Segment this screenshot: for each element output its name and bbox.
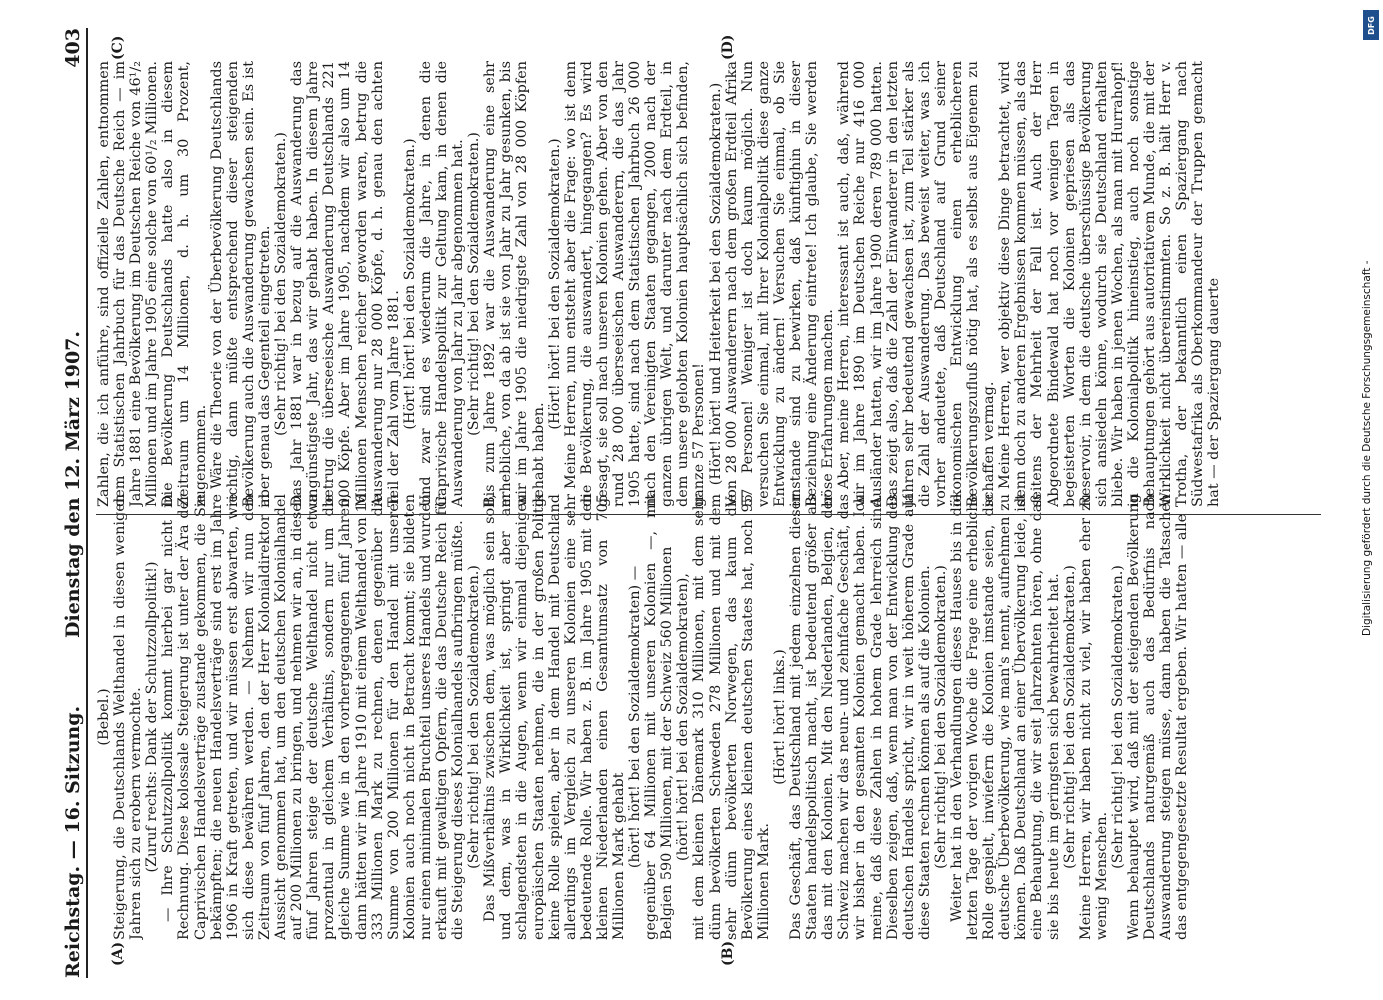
paragraph: gegenüber 64 Millionen mit unseren Kolonien —, mit Belgien 590 Millionen, mit der Schweiz 560 Millionen [643, 494, 676, 940]
interjection: (Sehr richtig! bei den Sozialdemokraten.) [273, 132, 290, 436]
margin-marker-d: (D) [720, 34, 736, 60]
paragraph: Das Mißverhältnis zwischen dem, was möglich sein soll, und dem, was in Wirklichkeit ist, springt aber am schlagendsten in die Augen, wenn wir einmal diejenigen europäischen Staaten nehmen, die in der großen Politik keine Rolle spielen, aber in dem Handel mit Deutschland allerdings im Vergleich zu unseren Kolonien eine sehr bedeutende Rolle. Wir haben z. B. im Jahre 1905 mit den kleinen Niederlanden einen Gesamtumsatz von 705 Millionen Mark gehabt [482, 494, 627, 940]
paragraph: Und zwar sind es wiederum die Jahre, in denen die Caprivische Handelspolitik zur Geltung kam, in denen die Auswanderung von Jahr zu Jahr abgenommen hat. [417, 61, 467, 507]
interjection: (Hört! hört! und Heiterkeit bei den Sozialdemokraten.) [707, 82, 724, 486]
interjection: (Sehr richtig! bei den Sozialdemokraten.) [932, 565, 949, 869]
interjection: (Zuruf rechts: Dank der Schutzzollpolitik!) [144, 561, 161, 873]
right-text-column [96, 61, 1321, 507]
interjection: (Sehr richtig! bei den Sozialdemokraten.) [466, 132, 483, 436]
paragraph: Meine Herren, wer objektiv diese Dinge betrachtet, wird denn doch zu anderen Ergebnissen kommen müssen, als das seitens der Mehrheit der Fall ist. Auch der Herr Abgeordnete Bindewald hat noch vor wenigen Tagen in begeisterten Worten die Kolonien gepriesen als das Reservoir, in dem die deutsche überschüssige Bevölkerung sich ansiedeln könne, wodurch sie Deutschland erhalten bliebe. Wir haben in jenen Wochen, als man mit Hurrahopf! in die Kolonialpolitik hineinstieg, auch noch sonstige Behauptungen gehört aus autoritativem Munde, die mit der Wirklichkeit nicht übereinstimmten. So z. B. hält Herr v. Trotha, der bekanntlich einen Spaziergang nach Südwestafrika als Oberkommandeur der Truppen gemacht hat — der Spaziergang dauerte [997, 61, 1223, 507]
paragraph: Bis zum Jahre 1892 war die Auswanderung eine sehr erhebliche, von da ab ist sie von Jahr zu Jahr gesunken, bis wir im Jahre 1905 die niedrigste Zahl von 28 000 Köpfen gehabt haben. [482, 61, 547, 507]
paragraph: Zahlen, die ich anführe, sind offizielle Zahlen, entnommen dem Statistischen Jahrbuch für das Deutsche Reich — im Jahre 1881 eine Bevölkerung im Deutschen Reiche von 46¹/₂ Millionen und im Jahre 1905 eine solche von 60¹/₂ Millionen. Die Bevölkerung Deutschlands hatte also in diesem Zeitraum um 14 Millionen, d. h. um 30 Prozent, zugenommen. [96, 61, 209, 507]
paragraph: Das Geschäft, das Deutschland mit jedem einzelnen dieser Staaten handelspolitisch macht, ist bedeutend größer als das mit den Kolonien. Mit den Niederlanden, Belgien, der Schweiz machen wir das neun- und zehnfache Geschäft, das wir bisher in den gesamten Kolonien gemacht haben. Ich meine, daß diese Zahlen in hohem Grade lehrreich sind. Dieselben zeigen, daß, wenn man von der Entwicklung des deutschen Handels spricht, wir in weit höherem Grade auf diese Staaten rechnen können als auf die Kolonien. [788, 494, 933, 940]
paragraph: — Ihre Schutzzollpolitik kommt hierbei gar nicht in Rechnung. Diese kolossale Steigerung ist unter der Ära der Caprivischen Handelsverträge zustande gekommen, die Sie bekämpften; die neuen Handelsverträge sind erst im Jahre 1906 in Kraft getreten, und wir müssen erst abwarten, wie sich diese bewähren werden. — Nehmen wir nun den Zeitraum von fünf Jahren, den der Herr Kolonialdirektor in Aussicht genommen hat, um den deutschen Kolonialhandel auf 200 Millionen zu bringen, und nehmen wir an, in diesen fünf Jahren steige der deutsche Welthandel nicht etwa prozentual in gleichem Verhältnis, sondern nur um die gleiche Summe wie in den vorhergegangenen fünf Jahren, dann hätten wir im Jahre 1910 mit einem Welthandel von 16 333 Millionen Mark zu rechnen, denen gegenüber die Summe von 200 Millionen für den Handel mit unseren Kolonien auch noch nicht in Betracht kommt; sie bildeten nur einen minimalen Bruchteil unseres Handels und wurden erkauft mit gewaltigen Opfern, die das Deutsche Reich für die Steigerung dieses Kolonialhandels aufbringen müßte. [160, 494, 467, 940]
margin-marker-b: (B) [720, 940, 736, 966]
page-number: 403 [62, 28, 84, 68]
interjection: (Hört! hört! bei den Sozialdemokraten.) [546, 138, 563, 430]
page-header [62, 28, 88, 978]
interjection: (Bebel.) [96, 688, 112, 746]
dfg-logo [1363, 10, 1379, 40]
interjection: (Sehr richtig! bei den Sozialdemokraten.) [1061, 565, 1078, 869]
interjection: (Sehr richtig! bei den Sozialdemokraten.) [466, 565, 483, 869]
paragraph: Weiter hat in den Verhandlungen dieses Hauses bis in die letzten Tage der vorigen Woche die Frage eine erhebliche Rolle gespielt, inwiefern die Kolonien imstande seien, die deutsche Überbevölkerung, wie man's nennt, aufnehmen zu können. Daß Deutschland an einer Übervölkerung leide, ist eine Behauptung, die wir seit Jahrzehnten hören, ohne daß sie bis heute im geringsten sich bewahrheitet hat. [948, 494, 1062, 940]
margin-marker-c: (C) [110, 35, 126, 60]
paragraph: Steigerung, die Deutschlands Welthandel in diesen wenigen Jahren sich zu erobern vermochte. [112, 494, 145, 940]
dfg-logo-text: DFG [1366, 15, 1376, 35]
paragraph: Meine Herren, wir haben nicht zu viel, wir haben eher zu wenig Menschen. [1077, 494, 1110, 940]
interjection: (Hört! hört! links.) [771, 649, 788, 785]
paragraph: Das Jahr 1881 war in bezug auf die Auswanderung das ungünstigste Jahr, das wir gehabt haben. In diesem Jahre betrug die überseeische Auswanderung Deutschlands 221 000 Köpfe. Aber im Jahre 1905, nachdem wir also um 14 Millionen Menschen reicher geworden waren, betrug die Auswanderung nur 28 000 Köpfe, d. h. genau den achten Teil der Zahl vom Jahre 1881. [289, 61, 402, 507]
left-text-column [96, 494, 1321, 940]
header-session: Reichstag. — 16. Sitzung. [62, 705, 84, 978]
interjection: (hört! hört! bei den Sozialdemokraten), [675, 573, 692, 861]
paragraph: Aber, meine Herren, interessant ist auch, daß, während wir im Jahre 1890 im Deutschen Reiche nur 416 000 Ausländer hatten, wir im Jahre 1900 deren 789 000 hatten. Das zeigt also, daß die Zahl der Einwanderer in den letzten Jahren sehr bedeutend gewachsen ist, zum Teil stärker als die Zahl der Auswanderung. Das beweist weiter, was ich vorher andeutete, daß Deutschland auf Grund seiner ökonomischen Entwicklung einen erheblicheren Bevölkerungszufluß nötig hat, als es selbst aus Eigenem zu schaffen vermag. [836, 61, 998, 507]
header-date: Dienstag den 12. März 1907. [62, 330, 84, 638]
paragraph: Wäre die Theorie von der Überbevölkerung Deutschlands richtig, dann müßte entsprechend dieser steigenden Bevölkerung auch die Auswanderung gewachsen sein. Es ist aber genau das Gegenteil eingetreten. [208, 61, 273, 507]
paragraph: Von 28 000 Auswanderern nach dem großen Erdteil Afrika 57 Personen! Weniger ist doch kaum möglich. Nun versuchen Sie einmal, mit Ihrer Kolonialpolitik diese ganze Entwicklung zu ändern! Versuchen Sie einmal, ob Sie imstande sind zu bewirken, daß künftighin in dieser Beziehung eine Änderung eintrete! Ich glaube, Sie werden böse Erfahrungen machen. [723, 61, 837, 507]
interjection: (Hört! hört! bei den Sozialdemokraten.) [401, 138, 418, 430]
paragraph: Meine Herren, nun entsteht aber die Frage: wo ist denn die Bevölkerung, die auswandert, hingegangen? Es wird gesagt, sie soll nach unseren Kolonien gehen. Aber von den rund 28 000 überseeischen Auswanderern, die das Jahr 1905 hatte, sind nach dem Statistischen Jahrbuch 26 000 nach den Vereinigten Staaten gegangen, 2000 nach der ganzen übrigen Welt, und darunter nach dem Erdteil, in dem unsere gelobten Kolonien hauptsächlich sich befinden, ganze 57 Personen! [562, 61, 708, 507]
paragraph: mit dem kleinen Dänemark 310 Millionen, mit dem sehr dünn bevölkerten Schweden 278 Millionen und mit dem sehr dünn bevölkerten Norwegen, das kaum die Bevölkerung eines kleinen deutschen Staates hat, noch 95 Millionen Mark. [691, 494, 772, 940]
paragraph: Wenn behauptet wird, daß mit der steigenden Bevölkerung Deutschlands naturgemäß auch das Bedürfnis nach Auswanderung steigen müsse, dann haben die Tatsachen das entgegengesetzte Resultat ergeben. Wir hatten — alle [1126, 494, 1191, 940]
margin-marker-a: (A) [110, 941, 126, 966]
column-divider [96, 514, 1321, 515]
interjection: (hört! hört! bei den Sozialdemokraten) — [627, 565, 644, 869]
credit-text: Digitalisierung gefördert durch die Deutsche Forschungsgemeinschaft - [1361, 260, 1373, 636]
digitization-credit [1355, 8, 1379, 648]
interjection: (Sehr richtig! bei den Sozialdemokraten.) [1109, 565, 1126, 869]
